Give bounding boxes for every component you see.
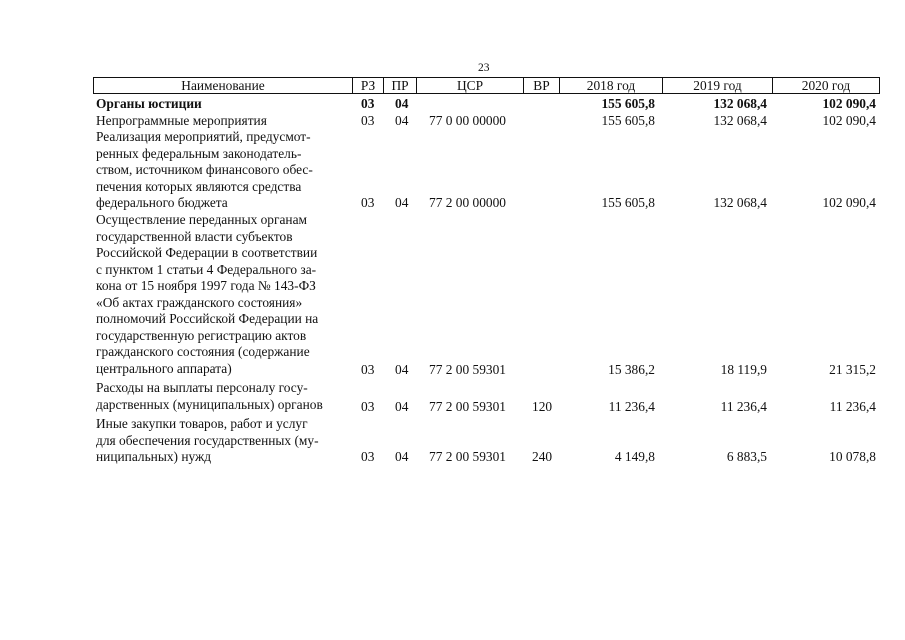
row-2019: 6 883,5 xyxy=(726,449,767,464)
row-csr: 77 0 00 00000 xyxy=(429,112,506,128)
row-name-line: с пунктом 1 статьи 4 Федерального за- xyxy=(96,261,317,277)
row-name-line: центрального аппарата) xyxy=(96,360,232,376)
row-csr: 77 2 00 00000 xyxy=(429,195,506,210)
row-name-line: Осуществление переданных органам xyxy=(96,212,308,227)
row-vr: 120 xyxy=(532,399,553,414)
row-name xyxy=(96,212,356,377)
row-csr: 77 2 00 59301 xyxy=(429,362,506,377)
row-rz: 03 xyxy=(361,362,375,377)
row-name-line: дарственных (муниципальных) органов xyxy=(96,396,323,412)
row-name-line: печения которых являются средства xyxy=(96,178,302,194)
row-name-line: ниципальных) нужд xyxy=(96,449,212,464)
column-header-2020: 2020 год xyxy=(772,78,879,93)
row-name-line: Расходы на выплаты персоналу госу- xyxy=(96,380,308,395)
row-rz: 03 xyxy=(361,399,375,414)
row-2019: 18 119,9 xyxy=(720,362,767,377)
row-name-line: ренных федеральным законодатель- xyxy=(96,145,302,161)
row-name xyxy=(96,129,356,212)
row-2020: 102 090,4 xyxy=(822,195,876,210)
row-name-line: государственной власти субъектов xyxy=(96,228,293,244)
row-name-line: для обеспечения государственных (му- xyxy=(96,432,319,448)
row-pr: 04 xyxy=(395,362,409,377)
row-2019: 132 068,4 xyxy=(713,195,767,210)
row-name-line: Иные закупки товаров, работ и услуг xyxy=(96,416,308,431)
row-2018: 11 236,4 xyxy=(608,399,655,414)
column-header-pr: ПР xyxy=(383,78,416,93)
row-2019: 11 236,4 xyxy=(720,399,767,414)
row-rz: 03 xyxy=(361,96,375,111)
row-rz: 03 xyxy=(361,195,375,210)
row-name-line: полномочий Российской Федерации на xyxy=(96,311,319,326)
column-header-2019: 2019 год xyxy=(662,78,772,93)
row-2020: 10 078,8 xyxy=(829,449,876,464)
row-csr: 77 2 00 59301 xyxy=(429,399,506,414)
row-name-line: ством, источником финансового обес- xyxy=(96,162,313,177)
row-2018: 4 149,8 xyxy=(614,449,655,464)
row-name-line: «Об актах гражданского состояния» xyxy=(96,294,303,310)
row-2019: 132 068,4 xyxy=(713,112,767,128)
row-name xyxy=(96,416,356,466)
row-2020: 21 315,2 xyxy=(829,362,876,377)
row-2020: 102 090,4 xyxy=(822,112,876,128)
row-2018: 155 605,8 xyxy=(601,195,655,210)
row-pr: 04 xyxy=(395,112,409,128)
row-name-line: Российской Федерации в соответствии xyxy=(96,245,318,260)
row-name-line: государственную регистрацию актов xyxy=(96,327,307,343)
row-rz: 03 xyxy=(361,112,375,128)
row-vr: 240 xyxy=(532,449,553,464)
row-name-line: Органы юстиции xyxy=(96,96,202,111)
row-2018: 15 386,2 xyxy=(608,362,655,377)
column-header-rz: РЗ xyxy=(352,78,383,93)
row-csr: 77 2 00 59301 xyxy=(429,449,506,464)
row-2020: 102 090,4 xyxy=(822,96,876,111)
row-2018: 155 605,8 xyxy=(601,112,655,128)
row-pr: 04 xyxy=(395,449,409,464)
row-2020: 11 236,4 xyxy=(829,399,876,414)
row-name xyxy=(96,96,356,113)
column-header-vr: ВР xyxy=(523,78,559,93)
row-name xyxy=(96,380,356,413)
row-name-line: Реализация мероприятий, предусмот- xyxy=(96,129,311,144)
row-name-line: кона от 15 ноября 1997 года № 143-ФЗ xyxy=(96,278,316,293)
table-header xyxy=(93,77,880,94)
row-name-line: Непрограммные мероприятия xyxy=(96,112,267,128)
row-2018: 155 605,8 xyxy=(601,96,655,111)
row-rz: 03 xyxy=(361,449,375,464)
column-header-name: Наименование xyxy=(181,78,265,93)
row-name-line: федерального бюджета xyxy=(96,195,228,210)
column-header-2018: 2018 год xyxy=(559,78,662,93)
row-name-line: гражданского состояния (содержание xyxy=(96,344,310,359)
row-pr: 04 xyxy=(395,399,409,414)
column-header-csr: ЦСР xyxy=(416,78,523,93)
row-pr: 04 xyxy=(395,195,409,210)
row-2019: 132 068,4 xyxy=(713,96,767,111)
row-name xyxy=(96,113,356,130)
row-pr: 04 xyxy=(395,96,409,111)
page-number: 23 xyxy=(478,62,490,74)
